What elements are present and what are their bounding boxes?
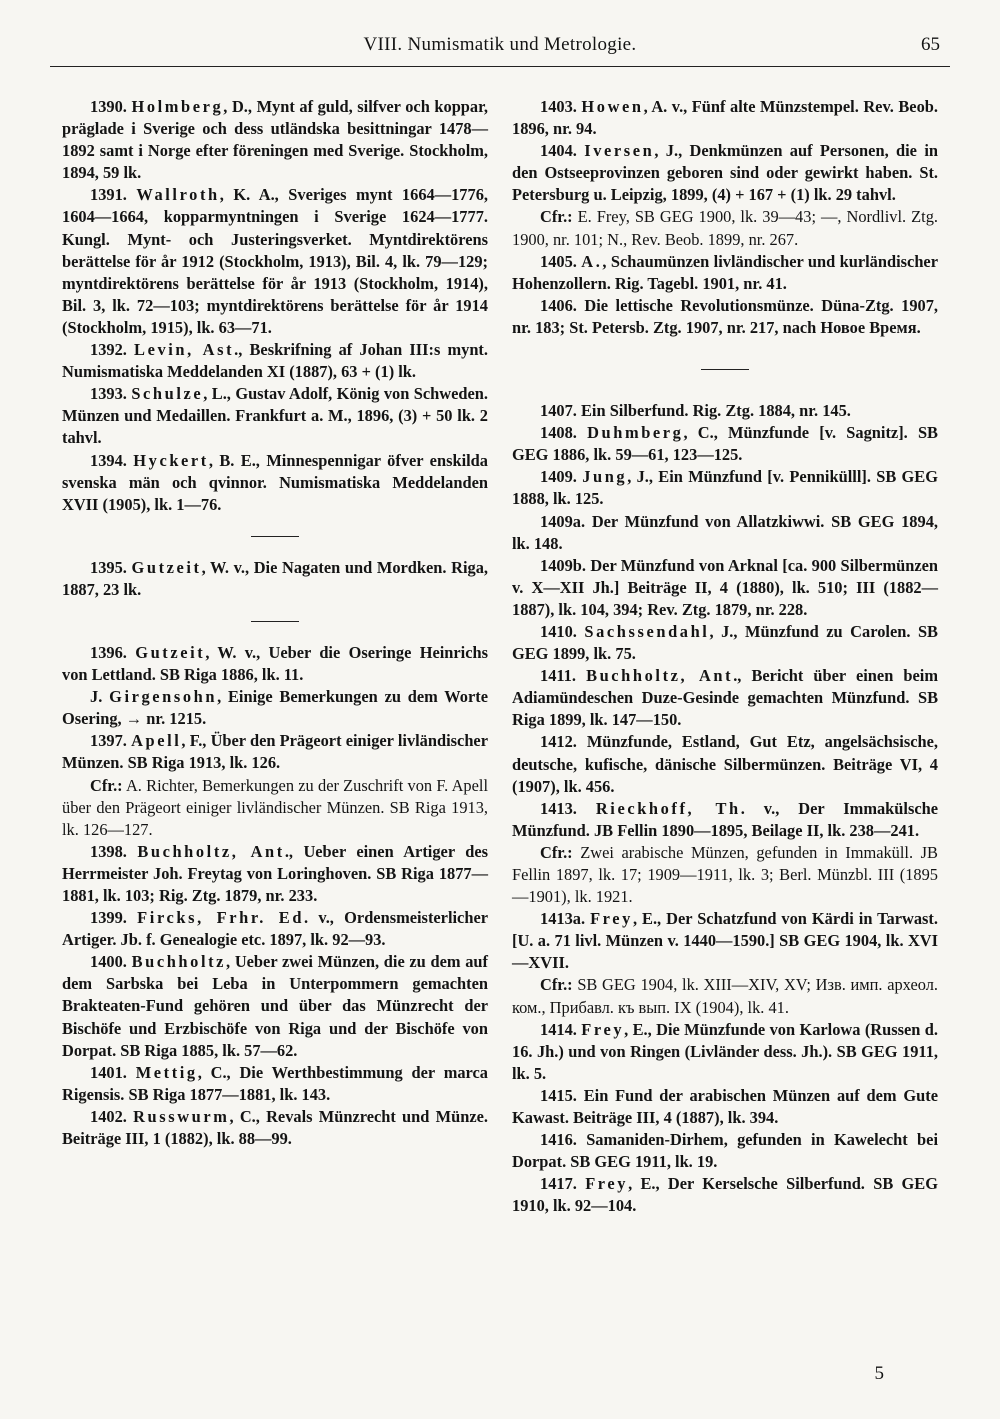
- entry-text: Ein Fund der arabischen Münzen auf dem Gute Kawast. Beiträge III, 4 (1887), lk. 394.: [512, 1085, 938, 1128]
- entry-author: Russwurm: [133, 1106, 230, 1126]
- bibliography-entry: [62, 951, 488, 1061]
- cross-reference: [512, 842, 938, 908]
- bibliography-entry: [62, 1106, 488, 1150]
- entry-text: A. Richter, Bemerkungen zu der Zuschrift von F. Apell über den Prägeort einiger livländischer Münzen. SB Riga 1913, lk. 126—127.: [62, 775, 488, 839]
- entry-author: Buchholtz, Ant: [586, 666, 734, 686]
- entry-text: , F., Über den Prägeort einiger livländischer Münzen. SB Riga 1913, lk. 126.: [62, 731, 488, 773]
- entry-number: 1397.: [90, 731, 127, 751]
- entry-number: 1393.: [90, 384, 127, 404]
- entry-number: 1403.: [540, 97, 577, 116]
- entry-author: A.: [581, 251, 603, 271]
- entry-number: 1391.: [90, 185, 127, 205]
- entry-number: 1404.: [540, 141, 577, 161]
- bibliography-entry: [512, 466, 938, 510]
- entry-number: 1400.: [90, 952, 127, 972]
- entry-text: , C., Münzfunde [v. Sagnitz]. SB GEG 1886, lk. 59—61, 123—125.: [512, 423, 938, 465]
- bibliography-entry: [512, 665, 938, 731]
- entry-number: 1415.: [540, 1085, 577, 1105]
- entry-author: Gutzeit: [131, 557, 202, 577]
- entry-author: Fircks, Frhr. Ed: [137, 908, 305, 928]
- bibliography-entry: [62, 1062, 488, 1106]
- entry-number: Cfr.:: [540, 975, 573, 995]
- bibliography-entry: [62, 642, 488, 686]
- bibliography-entry: [512, 908, 938, 974]
- entry-number: J.: [90, 687, 103, 707]
- entry-text: Die lettische Revolutionsmünze. Düna-Ztg. 1907, nr. 183; St. Petersb. Ztg. 1907, nr. 217, nach Новое Время.: [512, 295, 938, 337]
- bibliography-entry: [512, 140, 938, 206]
- entry-text: . v., Der Immakülsche Münzfund. JB Fellin 1890—1895, Beilage II, lk. 238—241.: [512, 798, 938, 840]
- entry-text: , C., Revals Münzrecht und Münze. Beiträge III, 1 (1882), lk. 88—99.: [62, 1106, 488, 1149]
- cross-reference: [512, 974, 938, 1018]
- entry-text: , J., Ein Münzfund [v. Pennikülll]. SB GEG 1888, lk. 125.: [512, 467, 938, 509]
- bibliography-entry: [512, 731, 938, 797]
- bibliography-entry: [512, 251, 938, 295]
- entry-number: 1413a.: [540, 909, 586, 929]
- entry-number: Cfr.:: [90, 775, 123, 795]
- entry-text: E. Frey, SB GEG 1900, lk. 39—43; —, Nordlivl. Ztg. 1900, nr. 101; N., Rev. Beob. 1899, nr. 267.: [512, 207, 938, 249]
- entry-text: , E., Der Kerselsche Silberfund. SB GEG 1910, lk. 92—104.: [512, 1174, 938, 1216]
- bibliography-entry: [62, 907, 488, 951]
- entry-author: Jung: [582, 467, 628, 487]
- bibliography-entry: [62, 339, 488, 383]
- bibliography-entry: [512, 555, 938, 621]
- entry-number: 1405.: [540, 251, 577, 271]
- entry-author: Rieckhoff, Th: [595, 798, 741, 818]
- bibliography-entry: [512, 295, 938, 339]
- entry-number: 1409a.: [540, 511, 586, 531]
- right-column: [512, 96, 938, 1218]
- entry-number: 1394.: [90, 450, 127, 470]
- entry-number: 1402.: [90, 1106, 127, 1126]
- bibliography-entry: [62, 841, 488, 907]
- entry-number: 1399.: [90, 908, 127, 928]
- cross-reference: [62, 775, 488, 841]
- bibliography-entry: [62, 450, 488, 516]
- entry-number: 1417.: [540, 1174, 577, 1194]
- entry-author: Holmberg: [131, 97, 224, 116]
- entry-number: 1413.: [540, 798, 577, 818]
- entry-author: Hyckert: [133, 450, 209, 470]
- entry-number: 1408.: [540, 423, 577, 443]
- entry-text: , Schaumünzen livländischer und kurländischer Hohenzollern. Rig. Tagebl. 1901, nr. 41.: [512, 251, 938, 293]
- bibliography-entry: [512, 798, 938, 842]
- bibliography-entry: [512, 1019, 938, 1085]
- entry-text: , D., Mynt af guld, silfver och koppar, präglade i Sverige och dess utländska besittningar 1478—1892 samt i Norge efter föreningen med Sverige. Stockholm, 1894, 59 lk.: [62, 97, 488, 183]
- entry-text: , J., Münzfund zu Carolen. SB GEG 1899, lk. 75.: [512, 621, 938, 664]
- entry-text: , K. A., Sveriges mynt 1664—1776, 1604—1664, kopparmyntningen i Sverige 1624—1777. Kungl. Mynt- och Justeringsverket. Myntdirektörens berättelse för år 1912 (Stockholm, 1913), Bil. 4, lk. 79—129; myntdirektörens berättelse för år 1913 (Stockholm, 1914), Bil. 3, lk. 72—103; myntdirektörens berättelse för år 1914 (Stockholm, 1915), lk. 63—71.: [62, 185, 488, 337]
- entry-text: Der Münzfund von Arknal [ca. 900 Silbermünzen v. X—XII Jh.] Beiträge II, 4 (1880), lk. 510; III (1882—1887), lk. 104, 394; Rev. Ztg. 1879, nr. 228.: [512, 555, 938, 619]
- entry-text: , L., Gustav Adolf, König von Schweden. Münzen und Medaillen. Frankfurt a. M., 1896, (3) + 50 lk. 2 tahvl.: [62, 384, 488, 448]
- entry-number: 1409b.: [540, 555, 586, 575]
- bibliography-entry: [512, 511, 938, 555]
- entry-author: Girgensohn: [109, 687, 218, 707]
- entry-text: , W. v., Ueber die Oseringe Heinrichs von Lettland. SB Riga 1886, lk. 11.: [62, 642, 489, 685]
- entry-number: 1392.: [90, 340, 127, 360]
- entry-text: , J., Denkmünzen auf Personen, die in den Ostseeprovinzen geboren sind oder gewirkt haben. St. Petersburg u. Leipzig, 1899, (4) + 167 + (1) lk. 29 tahvl.: [512, 141, 938, 205]
- entry-number: 1414.: [540, 1019, 577, 1039]
- entry-text: . v., Ordensmeisterlicher Artiger. Jb. f. Genealogie etc. 1897, lk. 92—93.: [62, 908, 488, 950]
- entry-text: ., Bericht über einen beim Adiamündeschen Duze-Gesinde gemachten Münzfund. SB Riga 1899, lk. 147—150.: [512, 666, 938, 730]
- bibliography-entry: [62, 557, 488, 601]
- entry-text: Ein Silberfund. Rig. Ztg. 1884, nr. 145.: [576, 401, 851, 421]
- entry-number: 1401.: [90, 1062, 127, 1082]
- entry-number: 1406.: [540, 295, 577, 315]
- entry-author: Sachssendahl: [584, 621, 710, 641]
- entry-author: Frey: [590, 909, 633, 929]
- entry-author: Levin, Ast: [134, 340, 235, 360]
- entry-number: 1407.: [540, 401, 577, 421]
- entry-author: Iversen: [584, 141, 655, 161]
- entry-number: 1390.: [90, 97, 127, 116]
- entry-text: Münzfunde, Estland, Gut Etz, angelsächsische, deutsche, kufische, dänische Silbermünzen. Beiträge VI, 4 (1907), lk. 456.: [512, 732, 938, 796]
- entry-text: , W. v., Die Nagaten und Mordken. Riga, 1887, 23 lk.: [62, 557, 488, 599]
- entry-author: Wallroth: [136, 185, 220, 205]
- entry-author: Schulze: [131, 384, 204, 404]
- bibliography-entry: [62, 96, 488, 184]
- entry-text: ., Ueber einen Artiger des Herrmeister Joh. Freytag von Loringhoven. SB Riga 1877—1881, lk. 103; Rig. Ztg. 1879, nr. 233.: [62, 841, 488, 905]
- entry-text: , C., Die Werthbestimmung der marca Rigensis. SB Riga 1877—1881, lk. 143.: [62, 1062, 489, 1104]
- entry-text: ., Beskrifning af Johan III:s mynt. Numismatiska Meddelanden XI (1887), 63 + (1) lk.: [62, 340, 488, 382]
- bibliography-entry: [512, 1085, 938, 1129]
- entry-text: , Ueber zwei Münzen, die zu dem auf dem Sarbska bei Leba in Unterpommern gemachten Brakteaten-Fund gehören und über das Münzrecht der Bischöfe und Erzbischöfe von Riga und der Bischöfe von Dorpat. SB Riga 1885, lk. 57—62.: [62, 952, 488, 1060]
- entry-number: 1411.: [540, 666, 576, 686]
- running-header: [50, 34, 950, 67]
- bibliography-entry: [512, 96, 938, 140]
- bibliography-entry: [512, 422, 938, 466]
- entry-author: Buchholtz, Ant: [137, 841, 285, 861]
- entry-author: Howen: [581, 97, 644, 116]
- bibliography-entry: [512, 621, 938, 665]
- entry-author: Mettig: [135, 1062, 198, 1082]
- left-column: [62, 96, 488, 1150]
- entry-author: Frey: [581, 1019, 625, 1039]
- entry-number: 1409.: [540, 467, 577, 487]
- entry-number: 1396.: [90, 642, 127, 662]
- entry-author: Apell: [131, 731, 182, 751]
- entry-author: Frey: [585, 1174, 629, 1194]
- entry-number: 1410.: [540, 621, 577, 641]
- section-separator: [251, 621, 299, 622]
- bibliography-entry: [512, 1129, 938, 1173]
- entry-author: Duhmberg: [587, 423, 684, 443]
- entry-text: , A. v., Fünf alte Münzstempel. Rev. Beob. 1896, nr. 94.: [512, 97, 938, 139]
- page-number: 65: [921, 34, 940, 55]
- entry-text: Der Münzfund von Allatzkiwwi. SB GEG 1894, lk. 148.: [512, 511, 938, 553]
- entry-author: Gutzeit: [135, 642, 206, 662]
- cross-reference: [512, 206, 938, 250]
- bibliography-entry: [62, 383, 488, 449]
- entry-text: , B. E., Minnespennigar öfver enskilda svenska män och qvinnor. Numismatiska Meddelanden XVII (1905), lk. 1—76.: [62, 450, 488, 514]
- bibliography-entry: [62, 730, 488, 774]
- entry-number: 1416.: [540, 1130, 577, 1150]
- entry-number: 1412.: [540, 732, 577, 752]
- entry-text: , Einige Bemerkungen zu dem Worte Osering, → nr. 1215.: [62, 687, 488, 729]
- entry-number: 1398.: [90, 841, 127, 861]
- entry-text: Zwei arabische Münzen, gefunden in Immaküll. JB Fellin 1897, lk. 17; 1909—1911, lk. 3; Berl. Münzbl. III (1895—1901), lk. 1921.: [512, 842, 938, 907]
- bibliography-entry: [512, 400, 938, 422]
- bibliography-entry: [62, 686, 488, 730]
- signature-mark: 5: [874, 1363, 884, 1384]
- entry-text: Samaniden-Dirhem, gefunden in Kawelecht bei Dorpat. SB GEG 1911, lk. 19.: [512, 1130, 938, 1172]
- bibliography-entry: [512, 1173, 938, 1217]
- section-separator: [701, 369, 749, 370]
- section-separator: [251, 536, 299, 537]
- section-title: VIII. Numismatik und Metrologie.: [363, 34, 637, 55]
- entry-number: 1395.: [90, 557, 127, 577]
- entry-author: Buchholtz: [131, 952, 227, 972]
- entry-text: , E., Die Münzfunde von Karlowa (Russen d. 16. Jh.) und von Ringen (Livländer dess. Jh.). SB GEG 1911, lk. 5.: [512, 1019, 938, 1083]
- entry-number: Cfr.:: [540, 842, 573, 862]
- entry-number: Cfr.:: [540, 207, 573, 227]
- entry-text: , E., Der Schatzfund von Kärdi in Tarwast. [U. a. 71 livl. Münzen v. 1440—1590.] SB GEG 1904, lk. XVI—XVII.: [512, 909, 938, 973]
- entry-text: SB GEG 1904, lk. XIII—XIV, XV; Изв. имп. археол. ком., Прибавл. къ вып. IX (1904), lk. 41.: [512, 975, 938, 1017]
- bibliography-entry: [62, 184, 488, 339]
